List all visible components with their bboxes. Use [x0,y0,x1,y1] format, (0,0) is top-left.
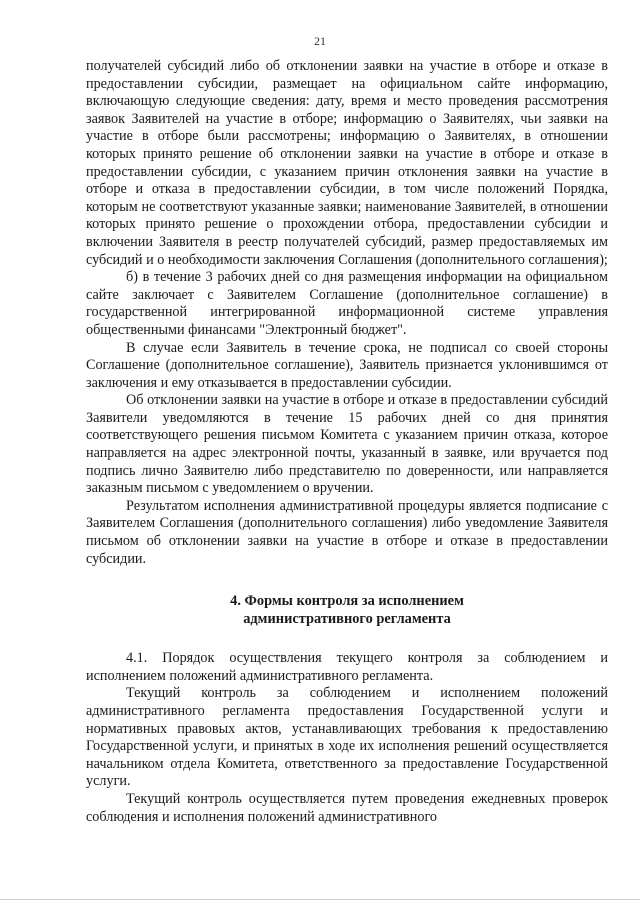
bottom-divider [0,899,640,900]
paragraph-clause-b: б) в течение 3 рабочих дней со дня размещения информации на официальном сайте заключает с Заявителем Соглашение (дополнительное соглашение) в государственной интегрированной информационной системе управления общественными финансами "Электронный бюджет". [86,269,608,338]
paragraph-procedure-result: Результатом исполнения административной процедуры является подписание с Заявителем Соглашения (дополнительного соглашения) либо уведомление Заявителя письмом об отклонении заявки на участие в отборе и отказе в предоставлении субсидии. [86,497,608,567]
section-heading-line1: 4. Формы контроля за исполнением [230,593,464,610]
document-body [86,58,608,826]
paragraph-continuation: получателей субсидий либо об отклонении заявки на участие в отборе и отказе в предоставлении субсидии, размещает на официальном сайте информацию, включающую следующие сведения: дату, время и место проведения рассмотрения заявок Заявителей на участие в отборе; информацию о Заявителях, чьи заявки на участие в отборе были рассмотрены; информацию о Заявителях, в отношении которых принято решение об отклонении заявки на участие в отборе и отказе в предоставлении субсидии, с указанием причин отклонения заявки на участие в отборе и отказа в предоставлении субсидии, в том числе положений Порядка, которым не соответствуют указанные заявки; наименование Заявителей, в отношении которых принято решение о прохождении отбора, предоставлении субсидии и включении Заявителя в реестр получателей субсидий, размер предоставляемых им субсидий и о необходимости заключения Соглашения (дополнительного соглашения); [86,58,608,268]
section-heading [86,592,608,628]
paragraph-4-1: 4.1. Порядок осуществления текущего контроля за соблюдением и исполнением положений административного регламента. [86,650,608,684]
section-heading-line2: административного регламента [243,611,451,628]
paragraph-unsigned-agreement: В случае если Заявитель в течение срока, не подписал со своей стороны Соглашение (дополнительное соглашение), Заявитель признается уклонившимся от заключения и ему отказывается в предоставлении субсидии. [86,339,608,391]
paragraph-daily-checks: Текущий контроль осуществляется путем проведения ежедневных проверок соблюдения и исполнения положений административного [86,790,608,825]
paragraph-rejection-notice: Об отклонении заявки на участие в отборе и отказе в предоставлении субсидий Заявители уведомляются в течение 15 рабочих дней со дня принятия соответствующего решения письмом Комитета с указанием причин отказа, которое направляется на адрес электронной почты, указанный в заявке, или вручается под подпись лично Заявителю либо представителю по доверенности, или направляется заказным письмом с уведомлением о вручении. [86,392,608,497]
page-number: 21 [314,34,326,48]
paragraph-current-control: Текущий контроль за соблюдением и исполнением положений административного регламента предоставления Государственной услуги и нормативных правовых актов, устанавливающих требования к предоставлению Государственной услуги, и принятых в ходе их исполнения решений осуществляется начальником отдела Комитета, ответственного за предоставление Государственной услуги. [86,685,608,790]
